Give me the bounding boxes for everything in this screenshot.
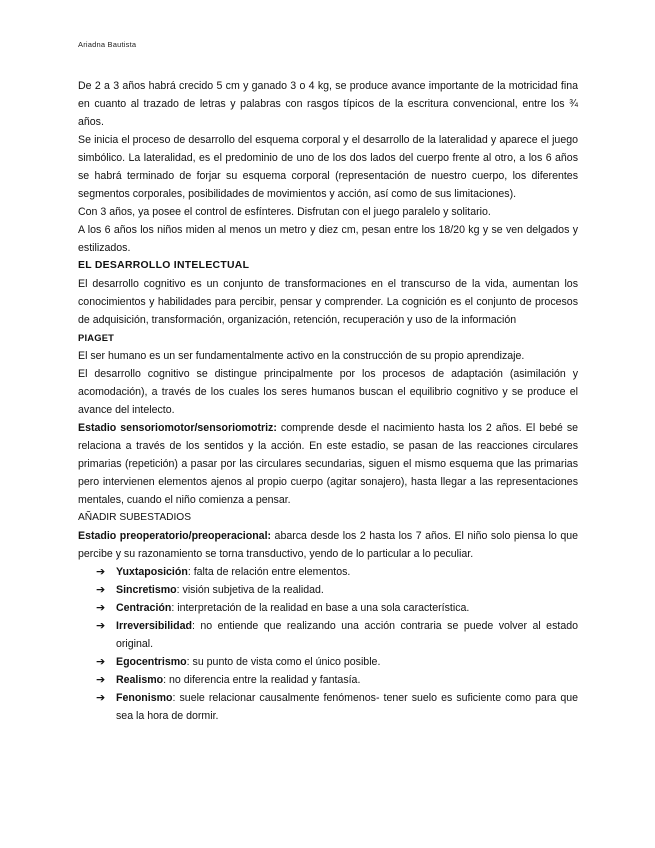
list-item-term: Fenonismo xyxy=(116,692,173,704)
list-item-term: Irreversibilidad xyxy=(116,620,192,632)
list-item-text: : su punto de vista como el único posible. xyxy=(186,656,381,668)
right-arrow-icon: ➔ xyxy=(96,602,106,614)
right-arrow-icon: ➔ xyxy=(96,674,106,686)
list-item-text: : no diferencia entre la realidad y fantasía. xyxy=(163,674,361,686)
paragraph-cognitive-development: El desarrollo cognitivo es un conjunto de transformaciones en el transcurso de la vida, aumentan los conocimientos y habilidades para percibir, pensar y comprender. La cognición es el conjunto de procesos de adquisición, transformación, organización, retención, recuperación y uso de la información xyxy=(78,278,578,326)
document-body xyxy=(78,77,578,725)
right-arrow-icon: ➔ xyxy=(96,584,106,596)
term-sensorimotor: Estadio sensoriomotor/sensoriomotriz: xyxy=(78,422,277,434)
paragraph-sphincter-control: Con 3 años, ya posee el control de esfínteres. Disfrutan con el juego paralelo y solitario. xyxy=(78,206,491,218)
list-item-text: : falta de relación entre elementos. xyxy=(187,566,351,578)
list-item xyxy=(96,563,578,581)
list-item-text: : interpretación de la realidad en base a una sola característica. xyxy=(171,602,470,614)
right-arrow-icon: ➔ xyxy=(96,566,106,578)
note-add-substages: AÑADIR SUBESTADIOS xyxy=(78,512,192,523)
term-preoperational: Estadio preoperatorio/preoperacional: xyxy=(78,530,272,542)
author-header: Ariadna Bautista xyxy=(78,40,137,49)
list-item-text: : visión subjetiva de la realidad. xyxy=(176,584,324,596)
list-item xyxy=(96,581,578,599)
list-item-term: Yuxtaposición xyxy=(116,566,188,578)
paragraph-growth: De 2 a 3 años habrá crecido 5 cm y ganado 3 o 4 kg, se produce avance importante de la motricidad fina en cuanto al trazado de letras y palabras con rasgos típicos de la escritura convencional, entre los ¾ años. xyxy=(78,80,578,128)
preoperational-traits-list xyxy=(78,563,578,725)
paragraph-preoperational xyxy=(78,527,578,563)
list-item-term: Sincretismo xyxy=(116,584,177,596)
right-arrow-icon: ➔ xyxy=(96,620,106,632)
list-item-term: Realismo xyxy=(116,674,164,686)
subheading-piaget: PIAGET xyxy=(78,332,115,343)
paragraph-body-schema: Se inicia el proceso de desarrollo del esquema corporal y el desarrollo de la lateralidad y aparece el juego simbólico. La lateralidad, es el predominio de uno de los dos lados del cuerpo frente al otro, a los 6 años se habrá terminado de forjar su esquema corporal (representación de nuestro cuerpo, los diferentes segmentos corporales, posibilidades de movimientos y acción, así como de sus limitaciones). xyxy=(78,134,578,200)
right-arrow-icon: ➔ xyxy=(96,656,106,668)
list-item-term: Centración xyxy=(116,602,172,614)
list-item xyxy=(96,599,578,617)
list-item xyxy=(96,689,578,725)
paragraph-six-years: A los 6 años los niños miden al menos un metro y diez cm, pesan entre los 18/20 kg y se ven delgados y estilizados. xyxy=(78,224,578,254)
list-item-term: Egocentrismo xyxy=(116,656,187,668)
list-item-text: : suele relacionar causalmente fenómenos- tener suelo es suficiente como para que sea la hora de dormir. xyxy=(116,692,578,722)
list-item xyxy=(96,617,578,653)
paragraph-adaptation: El desarrollo cognitivo se distingue principalmente por los procesos de adaptación (asimilación y acomodación), a través de los cuales los seres humanos buscan el equilibrio cognitivo y se produce el avance del intelecto. xyxy=(78,368,578,416)
list-item xyxy=(96,653,578,671)
paragraph-sensorimotor xyxy=(78,419,578,509)
paragraph-active-learner: El ser humano es un ser fundamentalmente activo en la construcción de su propio aprendizaje. xyxy=(78,350,525,362)
section-heading-intellectual: EL DESARROLLO INTELECTUAL xyxy=(78,260,250,271)
list-item xyxy=(96,671,578,689)
list-item-text: : no entiende que realizando una acción contraria se puede volver al estado original. xyxy=(116,620,578,650)
text-sensorimotor: comprende desde el nacimiento hasta los 2 años. El bebé se relaciona a través de los sentidos y la acción. En este estadio, se pasan de las reacciones circulares primarias (repetición) a pasar por las circulares secundarias, siguen el mismo esquema que las primarias pero intervienen elementos ajenos al propio cuerpo (agitar sonajero), hasta llegar a las representaciones mentales, cuando el niño comienza a pensar. xyxy=(78,422,579,506)
text-preoperational: abarca desde los 2 hasta los 7 años. El niño solo piensa lo que percibe y su razonamiento se torna transductivo, yendo de lo particular a lo peculiar. xyxy=(78,530,579,560)
right-arrow-icon: ➔ xyxy=(96,692,106,704)
